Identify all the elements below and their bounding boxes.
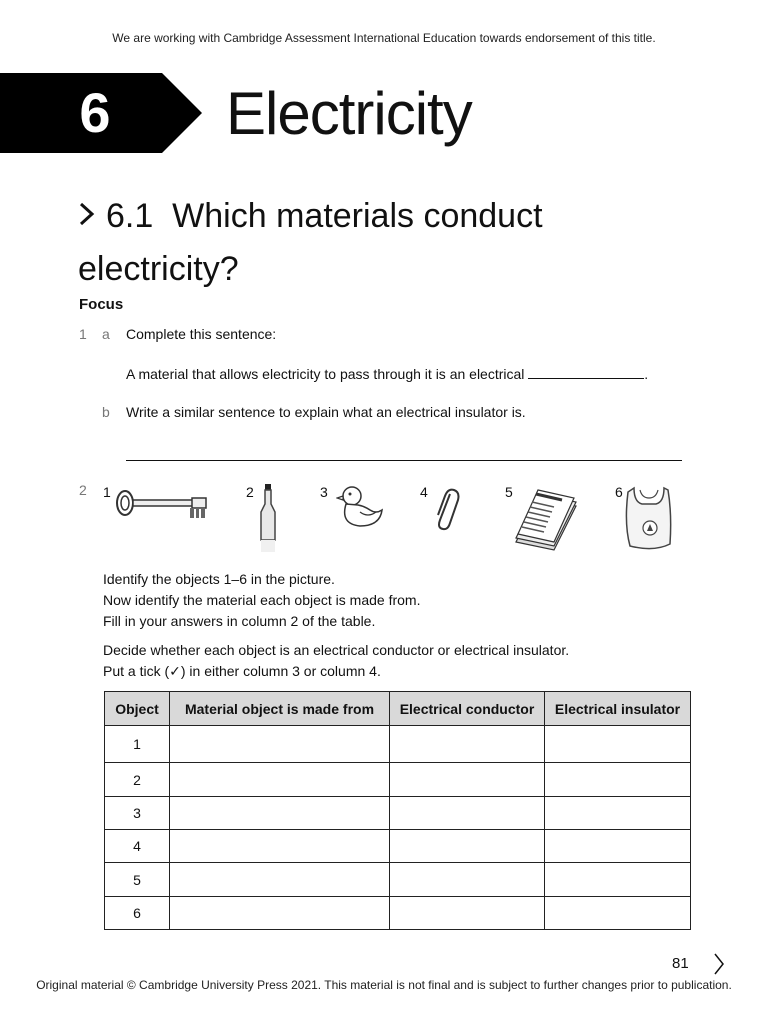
section-title: Which materials conduct electricity? (78, 197, 543, 288)
object-number: 6 (615, 484, 623, 500)
insulator-cell[interactable] (545, 797, 691, 830)
conductor-cell[interactable] (390, 726, 545, 763)
answer-line[interactable] (126, 460, 682, 461)
chevron-right-icon (78, 190, 106, 243)
instruction-line: Put a tick (✓) in either column 3 or column 4. (103, 663, 381, 679)
object-number: 3 (320, 484, 328, 500)
material-cell[interactable] (170, 830, 390, 863)
question-2-instructions-2 (103, 640, 569, 682)
material-cell[interactable] (170, 863, 390, 897)
rubber-duck-icon (336, 484, 384, 535)
object-number-cell: 2 (105, 763, 170, 797)
column-header-object: Object (105, 692, 170, 726)
chapter-number: 6 (79, 81, 111, 144)
object-number-cell: 1 (105, 726, 170, 763)
endorsement-note: We are working with Cambridge Assessment International Education towards endorsement of this title. (112, 31, 656, 45)
column-header-conductor: Electrical conductor (390, 692, 545, 726)
column-header-material: Material object is made from (170, 692, 390, 726)
plastic-bag-icon (624, 484, 674, 559)
question-2-number: 2 (79, 482, 87, 498)
object-number: 4 (420, 484, 428, 500)
fill-in-blank[interactable] (528, 366, 644, 379)
object-number: 2 (246, 484, 254, 500)
object-number: 1 (103, 484, 111, 500)
conductor-cell[interactable] (390, 863, 545, 897)
conductor-cell[interactable] (390, 897, 545, 930)
paperclip-icon (432, 486, 462, 537)
table-row (105, 830, 691, 863)
question-1b-instruction: Write a similar sentence to explain what an electrical insulator is. (126, 404, 526, 420)
table-row (105, 797, 691, 830)
conductor-cell[interactable] (390, 797, 545, 830)
question-1a-label: a (102, 326, 110, 342)
object-number-cell: 3 (105, 797, 170, 830)
conductor-cell[interactable] (390, 830, 545, 863)
table-row (105, 726, 691, 763)
insulator-cell[interactable] (545, 830, 691, 863)
table-row (105, 897, 691, 930)
question-1-number: 1 (79, 326, 87, 342)
material-cell[interactable] (170, 897, 390, 930)
focus-heading: Focus (79, 296, 124, 313)
table-row (105, 863, 691, 897)
instruction-line: Now identify the material each object is made from. (103, 592, 421, 608)
bottle-icon (258, 484, 278, 559)
chevron-right-icon (712, 952, 726, 981)
object-number: 5 (505, 484, 513, 500)
section-number: 6.1 (106, 197, 154, 235)
chapter-title: Electricity (226, 80, 472, 147)
insulator-cell[interactable] (545, 763, 691, 797)
material-cell[interactable] (170, 763, 390, 797)
section-heading (78, 190, 698, 296)
page-number: 81 (672, 955, 689, 972)
newspaper-icon (514, 484, 578, 557)
copyright-footer: Original material © Cambridge University Press 2021. This material is not final and is subject to further changes prior to publication. (36, 978, 732, 992)
sentence-text: A material that allows electricity to pass through it is an electrical (126, 366, 525, 382)
object-number-cell: 4 (105, 830, 170, 863)
insulator-cell[interactable] (545, 897, 691, 930)
material-cell[interactable] (170, 797, 390, 830)
instruction-line: Identify the objects 1–6 in the picture. (103, 571, 335, 587)
column-header-insulator: Electrical insulator (545, 692, 691, 726)
object-number-cell: 5 (105, 863, 170, 897)
question-1a-instruction: Complete this sentence: (126, 326, 277, 342)
instruction-line: Decide whether each object is an electrical conductor or electrical insulator. (103, 642, 570, 658)
question-1b-label: b (102, 404, 110, 420)
key-icon (114, 488, 210, 527)
object-number-cell: 6 (105, 897, 170, 930)
table-header-row (105, 692, 691, 726)
sentence-end: . (644, 366, 649, 382)
table-row (105, 763, 691, 797)
instruction-line: Fill in your answers in column 2 of the table. (103, 613, 376, 629)
conductor-cell[interactable] (390, 763, 545, 797)
materials-table (104, 691, 691, 930)
material-cell[interactable] (170, 726, 390, 763)
insulator-cell[interactable] (545, 863, 691, 897)
question-1a-sentence (126, 366, 648, 382)
insulator-cell[interactable] (545, 726, 691, 763)
question-2-instructions-1 (103, 569, 420, 632)
